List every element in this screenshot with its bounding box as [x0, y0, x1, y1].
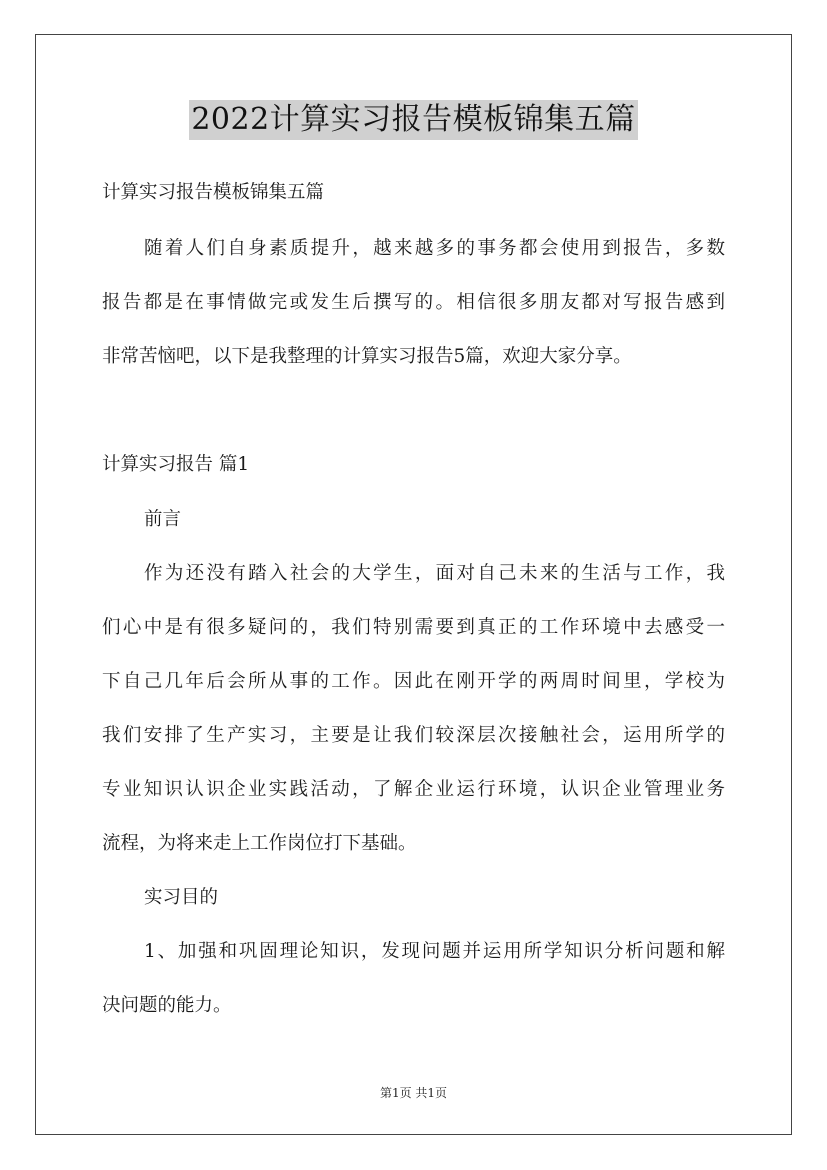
- document-title: 2022计算实习报告模板锦集五篇: [189, 100, 637, 140]
- preface-heading: 前言: [144, 509, 182, 530]
- purpose-line-1: 1、加强和巩固理论知识，发现问题并运用所学知识分析问题和解: [144, 941, 725, 962]
- purpose-line-2: 决问题的能力。: [102, 995, 232, 1016]
- intro-line-2: 报告都是在事情做完或发生后撰写的。相信很多朋友都对写报告感到: [102, 292, 725, 313]
- body-line-3: 下自己几年后会所从事的工作。因此在刚开学的两周时间里，学校为: [102, 671, 725, 692]
- body-line-1: 作为还没有踏入社会的大学生，面对自己未来的生活与工作，我: [144, 563, 725, 584]
- body-line-2: 们心中是有很多疑问的，我们特别需要到真正的工作环境中去感受一: [102, 617, 725, 638]
- body-line-6: 流程，为将来走上工作岗位打下基础。: [102, 833, 417, 854]
- body-line-4: 我们安排了生产实习，主要是让我们较深层次接触社会，运用所学的: [102, 725, 725, 746]
- page-footer: 第1页 共1页: [379, 1086, 448, 1100]
- intro-line-3: 非常苦恼吧，以下是我整理的计算实习报告5篇，欢迎大家分享。: [102, 346, 632, 367]
- title-container: [0, 100, 827, 140]
- section-heading: 计算实习报告 篇1: [102, 454, 250, 475]
- body-line-5: 专业知识认识企业实践活动，了解企业运行环境，认识企业管理业务: [102, 779, 725, 800]
- document-subtitle: 计算实习报告模板锦集五篇: [102, 182, 325, 203]
- intro-line-1: 随着人们自身素质提升，越来越多的事务都会使用到报告，多数: [144, 238, 725, 259]
- purpose-heading: 实习目的: [144, 887, 219, 908]
